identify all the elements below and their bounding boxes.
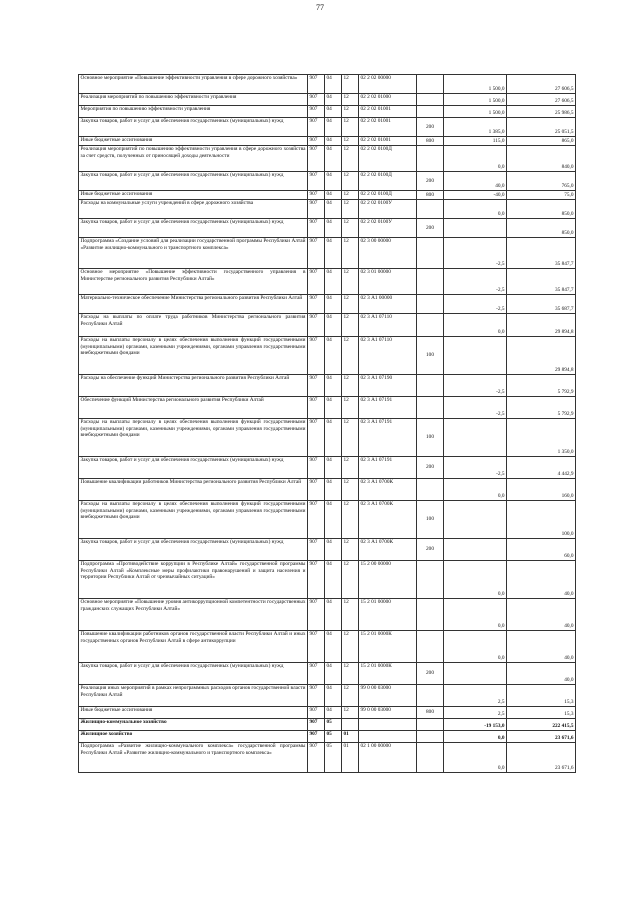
row-amount-cell: 1 500,0 [444,94,507,106]
table-row [79,457,576,479]
row-rz-cell: 04 [325,599,342,631]
row-amount-cell: 115,0 [444,137,507,146]
row-name-cell: Основное мероприятие «Повышение уровня антикоррупционной компетентности государственных гражданских служащих Республики Алтай» [79,599,308,631]
row-vr-cell: 100 [417,501,444,539]
row-amount-cell: -2,5 [444,397,507,419]
row-name-cell: Расходы на выплаты персоналу в целях обеспечения выполнения функций государственными (муниципальными) органами, казенными учреждениями, органами управления государственными внебюджетными фондами [79,501,308,539]
row-vr-cell [417,295,444,314]
row-total-cell: 40,0 [507,663,576,685]
table-row [79,743,576,773]
row-pr-cell: 12 [342,375,359,397]
row-vr-cell [417,375,444,397]
row-total-cell: 23 671,6 [507,743,576,773]
row-total-cell: 29 894,8 [507,337,576,375]
row-pr-cell: 12 [342,457,359,479]
row-rz-cell: 04 [325,106,342,118]
row-pr-cell: 12 [342,219,359,238]
row-rz-cell: 04 [325,501,342,539]
table-row [79,337,576,375]
row-ved-cell: 907 [308,501,325,539]
row-csr-cell: 02 3 А1 07110 [359,314,417,337]
row-csr-cell: 02 2 02 01001 [359,118,417,137]
row-ved-cell: 907 [308,719,325,731]
row-name-cell: Реализация мероприятий по повышению эффективности управления [79,94,308,106]
row-pr-cell [342,719,359,731]
row-total-cell: 100,0 [507,501,576,539]
row-ved-cell: 907 [308,539,325,561]
row-vr-cell [417,719,444,731]
row-total-cell: 850,0 [507,219,576,238]
table-row [79,631,576,663]
row-pr-cell: 01 [342,731,359,743]
row-csr-cell: 99 0 00 03000 [359,707,417,719]
row-name-cell: Иные бюджетные ассигнования [79,707,308,719]
row-csr-cell: 02 3 А1 0700К [359,501,417,539]
row-vr-cell [417,200,444,219]
row-csr-cell: 02 2 02 0100У [359,200,417,219]
row-vr-cell [417,75,444,94]
row-name-cell: Подпрограмма «Противодействие коррупции в Республике Алтай» государственной программы Республики Алтай «Комплексные меры профилактики правонарушений и защита населения и территории Республики Алтай от чрезвычайных ситуаций» [79,561,308,599]
row-csr-cell: 02 3 А1 0700К [359,479,417,501]
row-vr-cell [417,479,444,501]
row-total-cell: 60,0 [507,539,576,561]
row-name-cell: Повышение квалификации работников Министерства регионального развития Республики Алтай [79,479,308,501]
table-row [79,719,576,731]
row-name-cell: Закупка товаров, работ и услуг для обеспечения государственных (муниципальных) нужд [79,663,308,685]
row-amount-cell: -2,5 [444,295,507,314]
row-total-cell: 27 606,5 [507,75,576,94]
row-total-cell: 765,0 [507,172,576,191]
table-row [79,75,576,94]
row-pr-cell: 12 [342,599,359,631]
row-vr-cell [417,685,444,707]
table-row [79,106,576,118]
row-ved-cell: 907 [308,599,325,631]
row-csr-cell: 02 3 А1 07110 [359,337,417,375]
table-row [79,172,576,191]
row-pr-cell: 12 [342,94,359,106]
row-csr-cell: 02 1 00 00000 [359,743,417,773]
row-pr-cell: 12 [342,75,359,94]
row-pr-cell: 12 [342,631,359,663]
row-vr-cell [417,238,444,269]
row-vr-cell [417,146,444,172]
row-csr-cell: 02 3 А1 0700К [359,539,417,561]
row-amount-cell: 0,0 [444,599,507,631]
row-csr-cell [359,731,417,743]
row-pr-cell: 12 [342,479,359,501]
table-row [79,219,576,238]
row-amount-cell: -2,5 [444,457,507,479]
row-csr-cell: 02 3 А1 07191 [359,457,417,479]
table-body [79,75,576,773]
row-amount-cell: 1 500,0 [444,75,507,94]
row-pr-cell: 12 [342,419,359,457]
row-rz-cell: 04 [325,191,342,200]
row-csr-cell: 02 2 02 01000 [359,94,417,106]
row-rz-cell: 04 [325,269,342,295]
row-ved-cell: 907 [308,663,325,685]
row-rz-cell: 05 [325,719,342,731]
row-amount-cell [444,501,507,539]
row-amount-cell: 1 500,0 [444,106,507,118]
row-ved-cell: 907 [308,397,325,419]
row-total-cell: 15,3 [507,707,576,719]
row-ved-cell: 907 [308,457,325,479]
table-row [79,707,576,719]
table-row [79,94,576,106]
row-rz-cell: 05 [325,731,342,743]
row-rz-cell: 04 [325,561,342,599]
row-amount-cell: 0,0 [444,743,507,773]
row-name-cell: Иные бюджетные ассигнования [79,191,308,200]
row-total-cell: 23 671,6 [507,731,576,743]
row-amount-cell: 0,0 [444,479,507,501]
row-vr-cell: 100 [417,337,444,375]
row-amount-cell: 0,0 [444,146,507,172]
row-total-cell: 25 986,5 [507,106,576,118]
row-ved-cell: 907 [308,238,325,269]
row-csr-cell [359,719,417,731]
row-name-cell: Основное мероприятие «Повышение эффективности государственного управления в Министерстве регионального развития Республики Алтай» [79,269,308,295]
row-name-cell: Реализация иных мероприятий в рамках непрограммных расходов органов государственной власти Республики Алтай [79,685,308,707]
row-ved-cell: 907 [308,479,325,501]
row-ved-cell: 907 [308,106,325,118]
row-pr-cell: 12 [342,137,359,146]
row-vr-cell [417,269,444,295]
row-amount-cell: -2,5 [444,238,507,269]
row-csr-cell: 02 3 01 00000 [359,269,417,295]
row-rz-cell: 04 [325,375,342,397]
row-ved-cell: 907 [308,75,325,94]
row-name-cell: Расходы на выплаты по оплате труда работников Министерства регионального развития Республики Алтай [79,314,308,337]
row-pr-cell: 12 [342,337,359,375]
row-ved-cell: 907 [308,631,325,663]
row-csr-cell: 02 3 00 00000 [359,238,417,269]
row-amount-cell: 2,5 [444,707,507,719]
row-ved-cell: 907 [308,314,325,337]
row-name-cell: Закупка товаров, работ и услуг для обеспечения государственных (муниципальных) нужд [79,118,308,137]
row-name-cell: Основное мероприятие «Повышение эффективности управления в сфере дорожного хозяйства» [79,75,308,94]
row-amount-cell [444,337,507,375]
row-vr-cell: 800 [417,191,444,200]
row-csr-cell: 02 3 А1 00000 [359,295,417,314]
row-csr-cell: 02 3 А1 07191 [359,397,417,419]
row-csr-cell: 02 2 02 00000 [359,75,417,94]
row-total-cell: 40,0 [507,561,576,599]
row-pr-cell: 12 [342,269,359,295]
row-amount-cell [444,219,507,238]
row-amount-cell: 0,0 [444,314,507,337]
table-row [79,137,576,146]
row-total-cell: 4 442,9 [507,457,576,479]
row-pr-cell: 12 [342,172,359,191]
row-total-cell: 27 606,5 [507,94,576,106]
row-rz-cell: 04 [325,146,342,172]
row-pr-cell: 12 [342,539,359,561]
row-csr-cell: 15 2 01 0000К [359,663,417,685]
row-csr-cell: 15 2 00 00000 [359,561,417,599]
row-ved-cell: 907 [308,743,325,773]
table-row [79,663,576,685]
row-rz-cell: 04 [325,419,342,457]
row-pr-cell: 12 [342,191,359,200]
row-rz-cell: 04 [325,397,342,419]
row-vr-cell [417,106,444,118]
row-rz-cell: 04 [325,663,342,685]
row-rz-cell: 04 [325,707,342,719]
row-pr-cell: 12 [342,200,359,219]
row-name-cell: Подпрограмма «Создание условий для реализации государственной программы Республики Алтай «Развитие жилищно-коммунального и транспортного комплекса» [79,238,308,269]
row-amount-cell: -2,5 [444,269,507,295]
row-amount-cell [444,663,507,685]
table-row [79,599,576,631]
row-pr-cell: 01 [342,743,359,773]
row-csr-cell: 99 0 00 03000 [359,685,417,707]
row-amount-cell [444,539,507,561]
row-vr-cell [417,731,444,743]
row-rz-cell: 04 [325,685,342,707]
row-total-cell: 40,0 [507,631,576,663]
row-rz-cell: 04 [325,631,342,663]
table-row [79,314,576,337]
row-ved-cell: 907 [308,137,325,146]
row-name-cell: Закупка товаров, работ и услуг для обеспечения государственных (муниципальных) нужд [79,457,308,479]
row-csr-cell: 02 2 02 0100У [359,219,417,238]
table-row [79,685,576,707]
row-rz-cell: 04 [325,172,342,191]
row-csr-cell: 02 2 02 01001 [359,106,417,118]
row-csr-cell: 02 2 02 0100Д [359,191,417,200]
row-total-cell: 222 415,5 [507,719,576,731]
row-name-cell: Подпрограмма «Развитие жилищно-коммунального комплекса» государственной программы Республики Алтай «Развитие жилищно-коммунального и транспортного комплекса» [79,743,308,773]
row-pr-cell: 12 [342,663,359,685]
row-rz-cell: 04 [325,94,342,106]
row-pr-cell: 12 [342,106,359,118]
row-pr-cell: 12 [342,118,359,137]
table-row [79,200,576,219]
table-row [79,118,576,137]
page-number: 77 [316,3,324,12]
row-vr-cell [417,599,444,631]
row-pr-cell: 12 [342,314,359,337]
table-row [79,539,576,561]
row-total-cell: 865,0 [507,137,576,146]
row-vr-cell [417,94,444,106]
row-amount-cell: 1 385,0 [444,118,507,137]
row-csr-cell: 02 2 02 0100Д [359,172,417,191]
row-total-cell: 40,0 [507,599,576,631]
row-total-cell: 25 051,5 [507,118,576,137]
row-name-cell: Мероприятия по повышению эффективности управления [79,106,308,118]
row-amount-cell: -19 153,0 [444,719,507,731]
row-csr-cell: 15 2 01 0000К [359,631,417,663]
table-row [79,731,576,743]
row-amount-cell: 0,0 [444,200,507,219]
row-ved-cell: 907 [308,561,325,599]
row-vr-cell: 200 [417,539,444,561]
row-name-cell: Закупка товаров, работ и услуг для обеспечения государственных (муниципальных) нужд [79,539,308,561]
row-pr-cell: 12 [342,561,359,599]
row-total-cell: 29 894,8 [507,314,576,337]
row-pr-cell: 12 [342,295,359,314]
table-row [79,561,576,599]
row-vr-cell [417,561,444,599]
row-ved-cell: 907 [308,337,325,375]
row-rz-cell: 04 [325,137,342,146]
row-rz-cell: 04 [325,219,342,238]
row-name-cell: Жилищное хозяйство [79,731,308,743]
row-name-cell: Жилищно-коммунальное хозяйство [79,719,308,731]
row-name-cell: Расходы на выплаты персоналу в целях обеспечения выполнения функций государственными (муниципальными) органами, казенными учреждениями, органами управления государственными внебюджетными фондами [79,419,308,457]
row-ved-cell: 907 [308,707,325,719]
table-row [79,191,576,200]
row-ved-cell: 907 [308,172,325,191]
row-total-cell: 5 792,9 [507,397,576,419]
table-row [79,397,576,419]
row-ved-cell: 907 [308,219,325,238]
row-vr-cell: 200 [417,172,444,191]
row-rz-cell: 04 [325,457,342,479]
row-vr-cell [417,743,444,773]
row-vr-cell: 800 [417,707,444,719]
row-amount-cell [444,419,507,457]
table-row [79,238,576,269]
row-pr-cell: 12 [342,685,359,707]
row-ved-cell: 907 [308,419,325,457]
table-row [79,479,576,501]
row-rz-cell: 05 [325,743,342,773]
row-amount-cell: 40,0 [444,172,507,191]
row-vr-cell: 200 [417,118,444,137]
row-name-cell: Закупка товаров, работ и услуг для обеспечения государственных (муниципальных) нужд [79,172,308,191]
row-rz-cell: 04 [325,118,342,137]
row-name-cell: Реализация мероприятий по повышению эффективности управления в сфере дорожного хозяйства за счет средств, полученных от приносящей доходы деятельности [79,146,308,172]
row-csr-cell: 02 2 02 01001 [359,137,417,146]
table-row [79,419,576,457]
row-ved-cell: 907 [308,375,325,397]
row-total-cell: 15,3 [507,685,576,707]
table-row [79,269,576,295]
row-rz-cell: 04 [325,295,342,314]
row-rz-cell: 04 [325,200,342,219]
row-csr-cell: 02 3 А1 07190 [359,375,417,397]
row-vr-cell: 800 [417,137,444,146]
row-ved-cell: 907 [308,94,325,106]
row-pr-cell: 12 [342,397,359,419]
row-total-cell: 850,0 [507,200,576,219]
row-csr-cell: 02 2 02 0100Д [359,146,417,172]
row-amount-cell: 0,0 [444,731,507,743]
row-amount-cell: 2,5 [444,685,507,707]
row-rz-cell: 04 [325,314,342,337]
row-name-cell: Расходы на коммунальные услуги учреждений в сфере дорожного хозяйства [79,200,308,219]
row-rz-cell: 04 [325,539,342,561]
table-row [79,295,576,314]
row-ved-cell: 907 [308,146,325,172]
row-ved-cell: 907 [308,295,325,314]
row-vr-cell [417,314,444,337]
row-ved-cell: 907 [308,269,325,295]
row-name-cell: Повышение квалификации работников органов государственной власти Республики Алтай и иных государственных органов Республики Алтай в сфере антикоррупции [79,631,308,663]
row-name-cell: Расходы на выплаты персоналу в целях обеспечения выполнения функций государственными (муниципальными) органами, казенными учреждениями, органами управления государственными внебюджетными фондами [79,337,308,375]
row-ved-cell: 907 [308,200,325,219]
row-name-cell: Закупка товаров, работ и услуг для обеспечения государственных (муниципальных) нужд [79,219,308,238]
row-total-cell: 1 350,0 [507,419,576,457]
row-rz-cell: 04 [325,337,342,375]
row-name-cell: Иные бюджетные ассигнования [79,137,308,146]
row-name-cell: Расходы на обеспечение функций Министерства регионального развития Республики Алтай [79,375,308,397]
table-row [79,146,576,172]
row-pr-cell: 12 [342,707,359,719]
row-total-cell: 160,0 [507,479,576,501]
row-csr-cell: 02 3 А1 07191 [359,419,417,457]
row-vr-cell: 200 [417,663,444,685]
row-amount-cell: 0,0 [444,631,507,663]
row-vr-cell: 200 [417,457,444,479]
row-vr-cell: 200 [417,219,444,238]
row-name-cell: Обеспечение функций Министерства регионального развития Республики Алтай [79,397,308,419]
row-rz-cell: 04 [325,479,342,501]
row-pr-cell: 12 [342,238,359,269]
row-total-cell: 75,0 [507,191,576,200]
row-vr-cell [417,631,444,663]
row-ved-cell: 907 [308,685,325,707]
row-rz-cell: 04 [325,75,342,94]
budget-table [78,74,576,773]
row-total-cell: 35 687,7 [507,295,576,314]
row-amount-cell: 0,0 [444,561,507,599]
row-amount-cell: -40,0 [444,191,507,200]
row-total-cell: 5 792,9 [507,375,576,397]
row-total-cell: 35 847,7 [507,238,576,269]
row-csr-cell: 15 2 01 00000 [359,599,417,631]
row-amount-cell: -2,5 [444,375,507,397]
row-total-cell: 840,0 [507,146,576,172]
row-vr-cell: 100 [417,419,444,457]
row-pr-cell: 12 [342,501,359,539]
row-pr-cell: 12 [342,146,359,172]
row-rz-cell: 04 [325,238,342,269]
row-ved-cell: 907 [308,118,325,137]
table-row [79,501,576,539]
row-name-cell: Материально-техническое обеспечение Министерства регионального развития Республики Алтай [79,295,308,314]
row-ved-cell: 907 [308,191,325,200]
row-total-cell: 35 847,7 [507,269,576,295]
row-vr-cell [417,397,444,419]
table-row [79,375,576,397]
row-ved-cell: 907 [308,731,325,743]
